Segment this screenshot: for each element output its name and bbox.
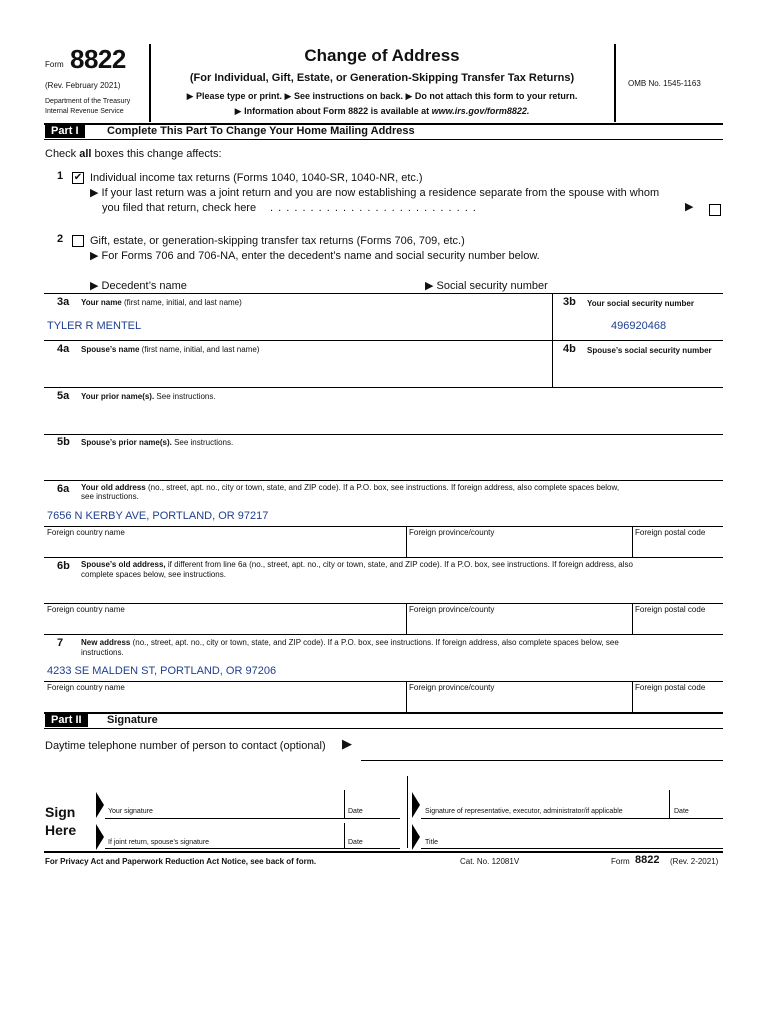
privacy-notice: For Privacy Act and Paperwork Reduction Act Notice, see back of form. xyxy=(45,857,317,866)
line6a-foreign-province-label: Foreign province/county xyxy=(409,528,495,537)
spouse-ssn-field[interactable] xyxy=(560,360,720,384)
rule-5b-top xyxy=(44,434,723,435)
footer-revision: (Rev. 2-2021) xyxy=(670,857,719,866)
your-sign-date-label: Date xyxy=(348,808,363,815)
line1-text: Individual income tax returns (Forms 1040, 1040-SR, 1040-NR, etc.) xyxy=(90,172,423,184)
line7-number: 7 xyxy=(57,637,64,649)
title-rule xyxy=(421,848,723,849)
line6a-foreign-postal-label: Foreign postal code xyxy=(635,528,706,537)
line3a-label-rest: (first name, initial, and last name) xyxy=(121,298,242,307)
line7-label xyxy=(81,638,721,648)
instructions-line1: ▶ Please type or print. ▶ See instructions on back. ▶ Do not attach this form to your return. xyxy=(186,91,578,101)
line5a-label-rest: See instructions. xyxy=(154,392,216,401)
footer-form-number: 8822 xyxy=(635,854,660,866)
your-sign-date-divider xyxy=(344,790,345,818)
sign-block-divider xyxy=(407,776,408,848)
rep-sign-date-field[interactable] xyxy=(673,790,721,806)
line7-label-rest: (no., street, apt. no., city or town, state, and ZIP code). If a P.O. box, see instructions. If foreign address, also complete spaces below, see xyxy=(130,638,619,647)
form-number: 8822 xyxy=(70,44,126,74)
your-name-field[interactable]: TYLER R MENTEL xyxy=(47,320,142,332)
line7-foreign-postal-label: Foreign postal code xyxy=(635,683,706,692)
prior-name-field[interactable] xyxy=(47,406,717,430)
line6b-foreign-country-label: Foreign country name xyxy=(47,605,125,614)
line3b-label: Your social security number xyxy=(587,299,694,308)
line4a-label-rest: (first name, initial, and last name) xyxy=(139,345,260,354)
instructions-line2-prefix: ▶ Information about Form 8822 is available at xyxy=(234,106,432,116)
spouse-sign-arrow-icon xyxy=(96,824,104,850)
line6a-number: 6a xyxy=(57,483,70,495)
line6a-foreign-divider1 xyxy=(406,526,407,557)
line6a-label xyxy=(81,483,721,493)
line2-number: 2 xyxy=(57,233,64,245)
check-instruction-prefix: Check xyxy=(45,148,80,160)
line3a-label xyxy=(81,298,242,308)
form-word: Form xyxy=(45,60,64,69)
line4a-label-bold: Spouse’s name xyxy=(81,345,140,354)
rep-signature-label: Signature of representative, executor, administrator/if applicable xyxy=(425,808,623,815)
rule-7-foreign xyxy=(44,681,723,682)
phone-arrow-icon: ▶ xyxy=(342,736,352,751)
line6a-foreign-divider2 xyxy=(632,526,633,557)
title-field[interactable] xyxy=(425,822,720,838)
rep-signature-rule xyxy=(421,818,723,819)
spouse-signature-rule xyxy=(105,848,400,849)
joint-return-checkbox[interactable] xyxy=(709,204,721,216)
line5b-number: 5b xyxy=(57,436,70,448)
line6a-label-rest: (no., street, apt. no., city or town, state, and ZIP code). If a P.O. box, see instructions. If foreign address, also complete spaces below, xyxy=(145,483,620,492)
rule-7-top xyxy=(44,634,723,635)
rule-6b-top xyxy=(44,557,723,558)
rule-4a-top xyxy=(44,340,723,341)
line7-foreign-province-label: Foreign province/county xyxy=(409,683,495,692)
line2-checkbox[interactable] xyxy=(72,235,84,247)
line3a-label-bold: Your name xyxy=(81,298,122,307)
decedent-name-label: ▶ Decedent’s name xyxy=(90,280,187,292)
line7-label-bold: New address xyxy=(81,638,131,647)
phone-field-rule xyxy=(361,760,723,761)
part2-label: Part II xyxy=(45,714,88,727)
line6b-label-bold: Spouse’s old address, xyxy=(81,560,166,569)
part1-title: Complete This Part To Change Your Home Mailing Address xyxy=(107,125,415,137)
line6a-label-bold: Your old address xyxy=(81,483,146,492)
line7-foreign-divider2 xyxy=(632,681,633,712)
line4a-label xyxy=(81,345,259,355)
decedent-ssn-label: ▶ Social security number xyxy=(425,280,548,292)
spouse-sign-date-divider xyxy=(344,823,345,848)
line5b-label-bold: Spouse’s prior name(s). xyxy=(81,438,172,447)
phone-label: Daytime telephone number of person to contact (optional) xyxy=(45,740,326,752)
part1-label: Part I xyxy=(45,125,85,138)
line6b-label-cont: complete spaces below, see instructions. xyxy=(81,570,226,579)
your-signature-rule xyxy=(105,818,400,819)
line3a-number: 3a xyxy=(57,296,70,308)
line6a-label-cont: see instructions. xyxy=(81,492,139,501)
line1-arrow-icon: ▶ xyxy=(685,201,694,213)
form-title: Change of Address xyxy=(304,46,460,65)
footer-form-word: Form xyxy=(611,857,630,866)
line5a-number: 5a xyxy=(57,390,70,402)
line2-decedent-text: ▶ For Forms 706 and 706-NA, enter the decedent’s name and social security number below. xyxy=(90,250,540,262)
footer-top-rule xyxy=(44,851,723,853)
rep-signature-field[interactable] xyxy=(425,790,665,806)
spouse-sign-date-label: Date xyxy=(348,839,363,846)
part2-title-rule xyxy=(44,728,723,729)
line4a-number: 4a xyxy=(57,343,70,355)
rep-sign-date-divider xyxy=(669,790,670,818)
department-line1: Department of the Treasury xyxy=(45,98,131,105)
spouse-old-address-field[interactable] xyxy=(47,584,717,602)
line5b-label xyxy=(81,438,233,448)
rule-3a-top xyxy=(44,293,723,294)
line6b-label xyxy=(81,560,721,570)
line1-joint-text: ▶ If your last return was a joint return and you are now establishing a residence separate from the spouse with whom xyxy=(90,187,660,199)
form-subtitle: (For Individual, Gift, Estate, or Generation-Skipping Transfer Tax Returns) xyxy=(189,72,575,84)
line5b-label-rest: See instructions. xyxy=(171,438,234,447)
line7-foreign-divider1 xyxy=(406,681,407,712)
line6b-foreign-divider1 xyxy=(406,603,407,634)
rep-sign-arrow-icon xyxy=(412,792,420,818)
spouse-signature-label: If joint return, spouse’s signature xyxy=(108,839,210,846)
part1-title-rule xyxy=(44,139,723,140)
line6b-foreign-province-label: Foreign province/county xyxy=(409,605,495,614)
line3b-number: 3b xyxy=(563,296,576,308)
check-instruction xyxy=(45,147,222,161)
line5a-label xyxy=(81,392,216,402)
line1-check-here: you filed that return, check here xyxy=(102,202,257,214)
new-address-field[interactable]: 4233 SE MALDEN ST, PORTLAND, OR 97206 xyxy=(47,665,277,677)
line6b-label-rest: if different from line 6a (no., street, apt. no., city or town, state, and ZIP code). If a P.O. box, see instructions. If foreign address, also xyxy=(165,560,633,569)
your-sign-date-field[interactable] xyxy=(348,790,398,806)
rule-5a-top xyxy=(44,387,723,388)
check-instruction-suffix: boxes this change affects: xyxy=(91,148,222,160)
spouse-prior-name-field[interactable] xyxy=(47,452,717,476)
header-divider-right xyxy=(614,44,616,122)
rep-sign-date-label: Date xyxy=(674,808,689,815)
omb-number: OMB No. 1545-1163 xyxy=(628,79,701,88)
check-instruction-all: all xyxy=(79,148,92,160)
revision-date: (Rev. February 2021) xyxy=(45,81,121,90)
line1-checkbox[interactable]: ✔ xyxy=(73,172,83,183)
line6b-foreign-divider2 xyxy=(632,603,633,634)
catalog-number: Cat. No. 12081V xyxy=(460,857,520,866)
line7-label-cont: instructions. xyxy=(81,648,124,657)
rule-6b-foreign xyxy=(44,603,723,604)
line4b-number: 4b xyxy=(563,343,576,355)
line1-leader-dots: . . . . . . . . . . . . . . . . . . . . . . . . . . xyxy=(270,202,477,214)
phone-field[interactable] xyxy=(362,742,722,760)
your-ssn-field[interactable]: 496920468 xyxy=(611,320,667,332)
line6b-foreign-postal-label: Foreign postal code xyxy=(635,605,706,614)
instructions-url: www.irs.gov/form8822. xyxy=(431,106,530,116)
line2-text: Gift, estate, or generation-skipping transfer tax returns (Forms 706, 709, etc.) xyxy=(90,235,465,247)
instructions-line2 xyxy=(150,106,614,117)
title-label: Title xyxy=(425,839,438,846)
line7-foreign-country-label: Foreign country name xyxy=(47,683,125,692)
here-label: Here xyxy=(45,822,77,838)
spouse-sign-date-field[interactable] xyxy=(348,823,398,837)
line6a-foreign-country-label: Foreign country name xyxy=(47,528,125,537)
title-arrow-icon xyxy=(412,824,420,850)
rule-6a-top xyxy=(44,480,723,481)
line1-number: 1 xyxy=(57,170,64,182)
line6b-number: 6b xyxy=(57,560,70,572)
rule-6a-foreign xyxy=(44,526,723,527)
your-signature-label: Your signature xyxy=(108,808,153,815)
part2-title: Signature xyxy=(107,714,158,726)
old-address-field[interactable]: 7656 N KERBY AVE, PORTLAND, OR 97217 xyxy=(47,510,269,522)
sign-label: Sign xyxy=(45,804,76,820)
line5a-label-bold: Your prior name(s). xyxy=(81,392,155,401)
spouse-name-field[interactable] xyxy=(47,360,547,384)
spouse-signature-field[interactable] xyxy=(108,822,340,840)
sign-arrow-icon xyxy=(96,792,104,818)
department-line2: Internal Revenue Service xyxy=(45,108,124,115)
line4b-label: Spouse’s social security number xyxy=(587,346,712,355)
